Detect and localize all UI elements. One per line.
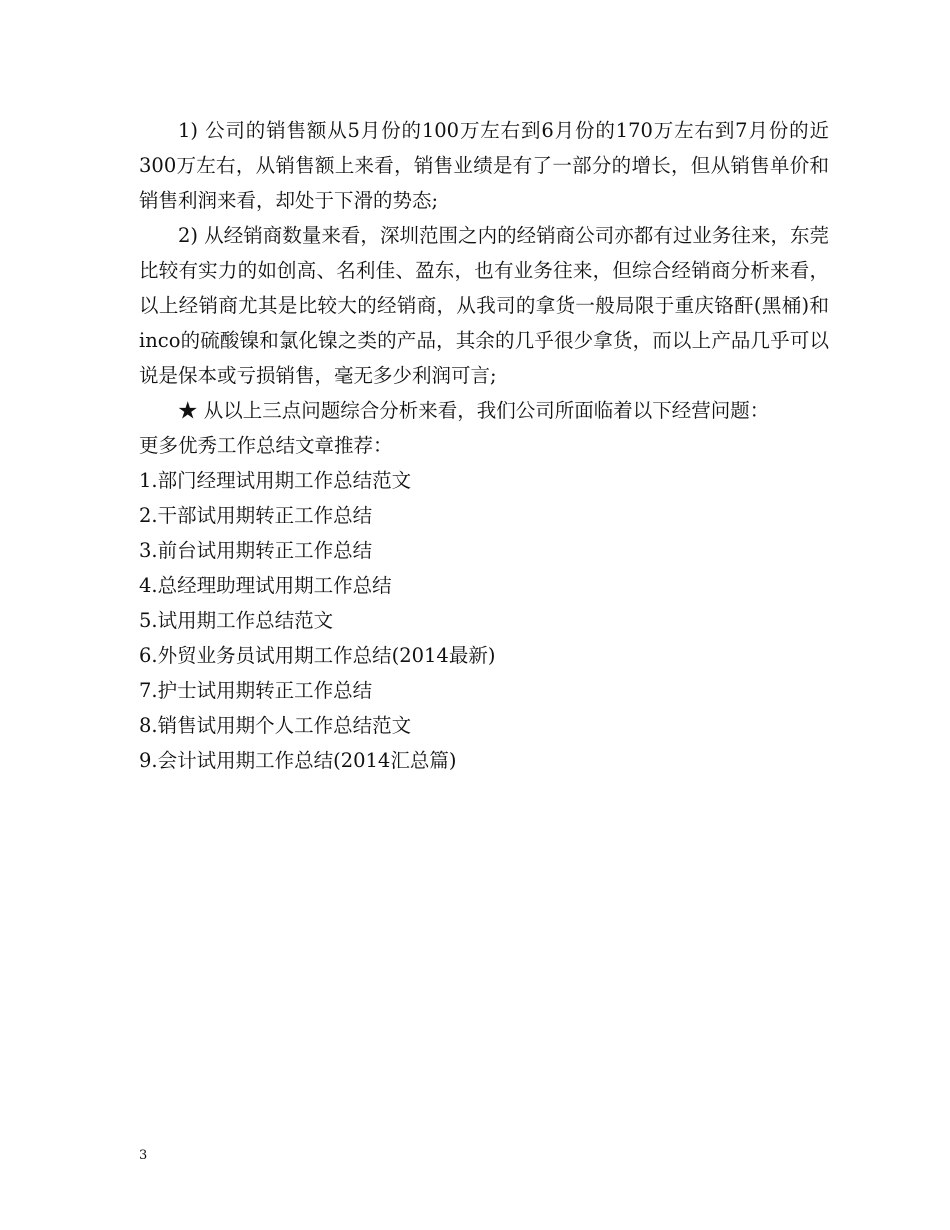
document-body (139, 113, 829, 778)
recommend-link-6[interactable]: 6.外贸业务员试用期工作总结(2014最新) (139, 644, 496, 667)
recommend-link-3[interactable]: 3.前台试用期转正工作总结 (139, 539, 373, 562)
recommend-list (139, 463, 829, 778)
recommend-link-1[interactable]: 1.部门经理试用期工作总结范文 (139, 469, 412, 492)
recommend-heading: 更多优秀工作总结文章推荐： (139, 434, 393, 457)
recommend-link-4[interactable]: 4.总经理助理试用期工作总结 (139, 574, 392, 597)
recommend-link-2[interactable]: 2.干部试用期转正工作总结 (139, 504, 373, 527)
paragraph-sales-volume: 1) 公司的销售额从5月份的100万左右到6月份的170万左右到7月份的近300万左右，从销售额上来看，销售业绩是有了一部分的增长，但从销售单价和销售利润来看，却处于下滑的势态; (139, 119, 829, 212)
recommend-link-9[interactable]: 9.会计试用期工作总结(2014汇总篇) (139, 749, 457, 772)
paragraph-summary: ★ 从以上三点问题综合分析来看，我们公司所面临着以下经营问题： (178, 399, 770, 422)
recommend-link-5[interactable]: 5.试用期工作总结范文 (139, 609, 334, 632)
recommend-link-8[interactable]: 8.销售试用期个人工作总结范文 (139, 714, 412, 737)
paragraph-dealers: 2) 从经销商数量来看，深圳范围之内的经销商公司亦都有过业务往来，东莞比较有实力的如创高、名利佳、盈东，也有业务往来，但综合经销商分析来看，以上经销商尤其是比较大的经销商，从我司的拿货一般局限于重庆铬酐(黑桶)和inco的硫酸镍和氯化镍之类的产品，其余的几乎很少拿货，而以上产品几乎可以说是保本或亏损销售，毫无多少利润可言; (139, 224, 829, 387)
recommend-link-7[interactable]: 7.护士试用期转正工作总结 (139, 679, 373, 702)
page-number: 3 (139, 1148, 148, 1163)
